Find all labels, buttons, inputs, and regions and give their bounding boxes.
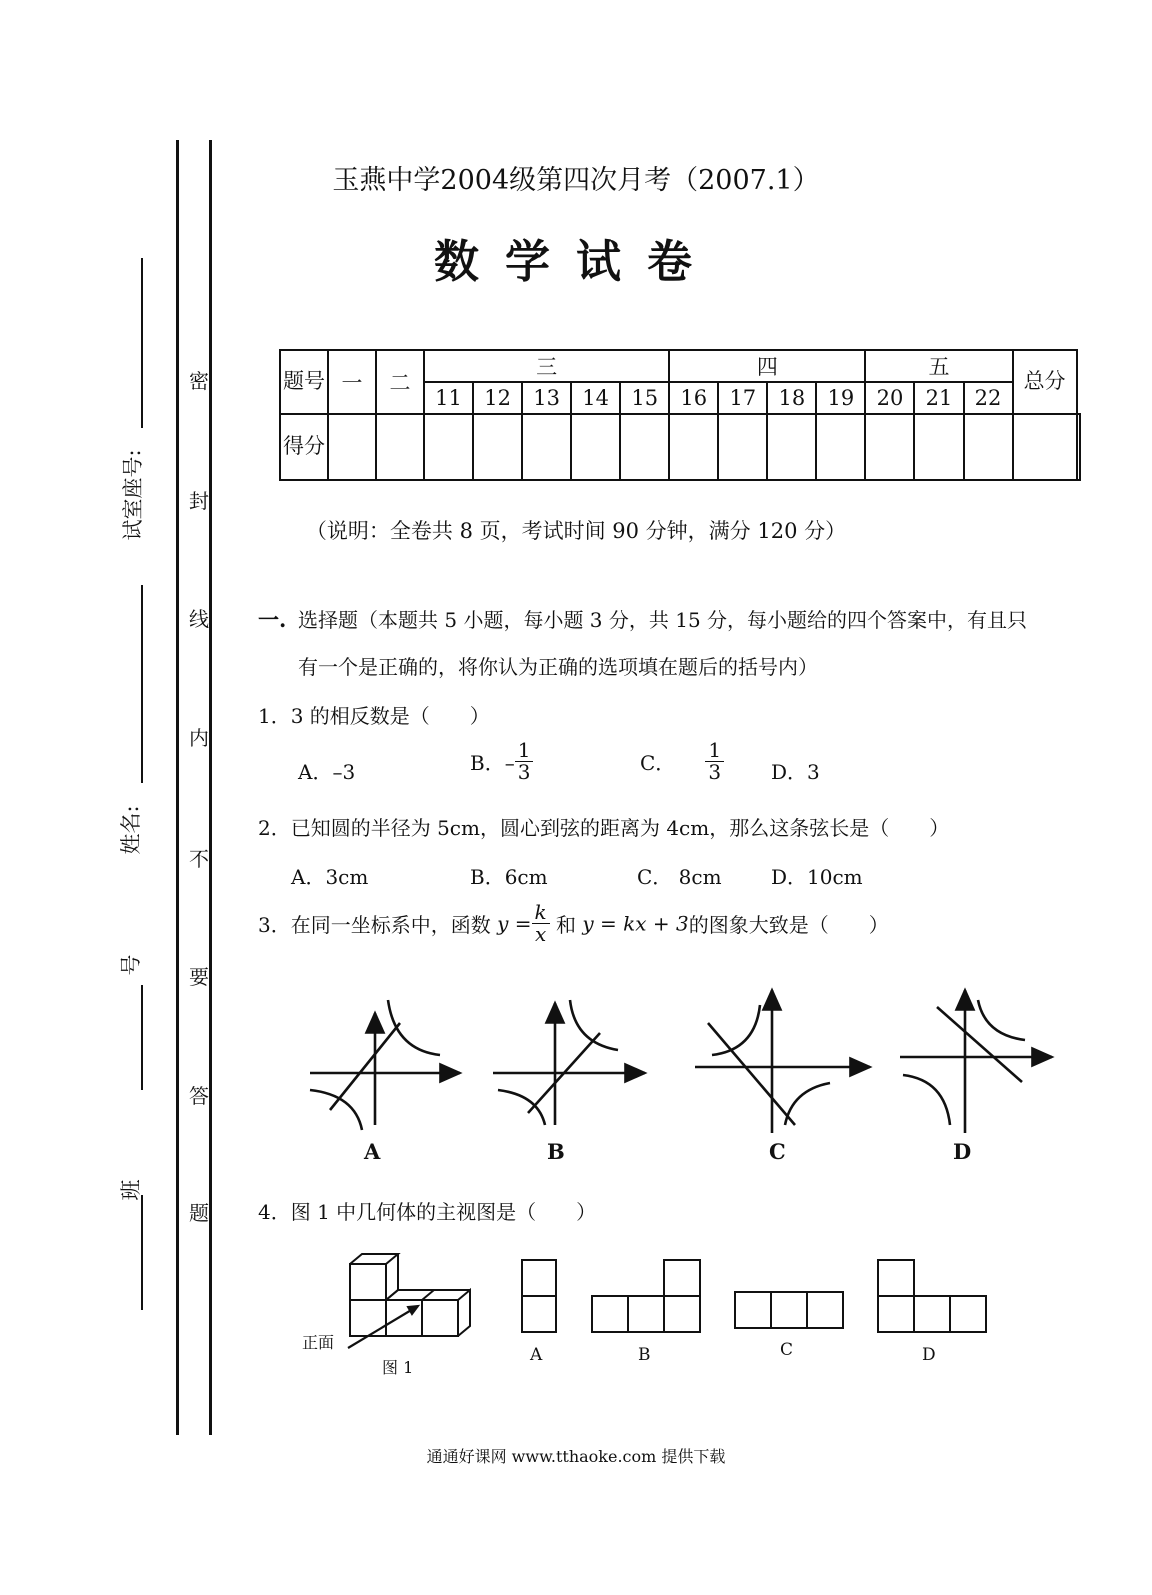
total-header: 总分: [1013, 350, 1077, 414]
qnum-cell: 13: [522, 382, 571, 414]
qnum-cell: 18: [767, 382, 816, 414]
q2-option-c[interactable]: C． 8cm: [637, 865, 722, 889]
q1-option-b[interactable]: [470, 740, 533, 783]
qnum-cell: 21: [914, 382, 963, 414]
exam-note: （说明：全卷共 8 页，考试时间 90 分钟，满分 120 分）: [305, 519, 847, 543]
score-cell[interactable]: [1077, 414, 1080, 480]
q3-graphs: [300, 985, 1070, 1135]
score-cell[interactable]: [571, 414, 620, 480]
q3-y-eq: y =: [497, 911, 532, 936]
option-b-view: [592, 1260, 700, 1332]
score-cell[interactable]: [964, 414, 1013, 480]
seal-char-1: 密: [189, 369, 209, 393]
q4-option-a[interactable]: A: [530, 1345, 543, 1365]
option-c-view: [735, 1292, 843, 1328]
section1-heading-cont: 有一个是正确的，将你认为正确的选项填在题后的括号内）: [298, 655, 818, 679]
q4-option-d[interactable]: D: [922, 1345, 936, 1365]
score-cell[interactable]: [522, 414, 571, 480]
q3-stem: [258, 902, 889, 945]
qnum-cell: 11: [424, 382, 473, 414]
seal-char-3: 线: [189, 607, 209, 631]
section1-number: 一.: [258, 607, 287, 632]
footer-source: 通通好课网 www.tthaoke.com 提供下载: [426, 1447, 726, 1466]
row-label-question: 题号: [280, 350, 328, 414]
q2-stem: 2．已知圆的半径为 5cm，圆心到弦的距离为 4cm，那么这条弦长是（ ）: [258, 816, 950, 840]
section-three-header: 三: [424, 350, 669, 382]
q1-option-b-prefix: B．–: [470, 751, 515, 775]
seal-char-5: 不: [189, 847, 209, 871]
section1-heading: 选择题（本题共 5 小题，每小题 3 分，共 15 分，每小题给的四个答案中，有且只: [298, 608, 1028, 632]
score-cell[interactable]: [328, 414, 376, 480]
number-label: 号: [119, 954, 143, 976]
section-two-header: 二: [376, 350, 424, 414]
figure1-solid: [350, 1254, 470, 1336]
qnum-cell: 22: [964, 382, 1013, 414]
class-blank[interactable]: [141, 1195, 143, 1310]
q2-option-d[interactable]: D．10cm: [771, 865, 863, 889]
score-cell[interactable]: [865, 414, 914, 480]
qnum-cell: 20: [865, 382, 914, 414]
exam-title: 数学试卷: [433, 235, 718, 288]
number-blank[interactable]: [141, 985, 143, 1090]
q3-stem-b: 和: [556, 913, 576, 937]
q1-b-num: 1: [515, 740, 534, 762]
graph-b-label: B: [547, 1139, 565, 1164]
q4-stem: 4．图 1 中几何体的主视图是（ ）: [258, 1200, 597, 1224]
q4-option-c[interactable]: C: [780, 1340, 794, 1360]
name-label: 姓名:: [119, 805, 143, 855]
q2-option-a[interactable]: A．3cm: [291, 865, 369, 889]
score-cell[interactable]: [424, 414, 473, 480]
option-d-view: [878, 1260, 986, 1332]
score-cell[interactable]: [1013, 414, 1077, 480]
graph-d: [900, 990, 1052, 1133]
seal-char-6: 要: [189, 965, 209, 989]
seal-char-2: 封: [189, 489, 209, 513]
qnum-cell: 14: [571, 382, 620, 414]
section-five-header: 五: [865, 350, 1012, 382]
score-table: [279, 349, 1081, 481]
binding-line-left: [176, 140, 179, 1435]
seat-label: 试室座号:: [121, 449, 145, 541]
score-cell[interactable]: [767, 414, 816, 480]
class-label: 班: [119, 1179, 143, 1201]
graph-b: [493, 1000, 645, 1125]
q1-option-c[interactable]: [640, 740, 724, 783]
seal-char-8: 题: [189, 1201, 209, 1225]
score-cell[interactable]: [914, 414, 963, 480]
score-cell[interactable]: [620, 414, 669, 480]
q1-b-fraction: [515, 740, 534, 783]
qnum-cell: 15: [620, 382, 669, 414]
graph-a: [310, 1000, 460, 1130]
q2-option-b[interactable]: B．6cm: [470, 865, 548, 889]
qnum-cell: 12: [473, 382, 522, 414]
q1-option-a[interactable]: A．–3: [298, 760, 356, 784]
q1-option-d[interactable]: D．3: [771, 760, 820, 784]
graph-a-label: A: [364, 1139, 381, 1164]
graph-c: [695, 990, 870, 1133]
score-cell[interactable]: [473, 414, 522, 480]
qnum-cell: 17: [718, 382, 767, 414]
q1-c-den: 3: [708, 760, 722, 784]
q3-fraction: [532, 902, 550, 945]
q1-option-c-prefix: C．: [640, 751, 676, 775]
graph-c-label: C: [769, 1139, 786, 1164]
q1-c-fraction: [705, 740, 724, 783]
seal-char-4: 内: [189, 726, 209, 750]
graph-d-label: D: [953, 1139, 972, 1164]
seal-char-7: 答: [189, 1084, 209, 1108]
section-one-header: 一: [328, 350, 376, 414]
q4-front-label: 正面: [302, 1333, 335, 1352]
score-cell[interactable]: [376, 414, 424, 480]
qnum-cell: 16: [669, 382, 718, 414]
name-blank[interactable]: [141, 585, 143, 783]
binding-line-right: [209, 140, 212, 1435]
q4-option-b[interactable]: B: [638, 1345, 651, 1365]
qnum-cell: 19: [816, 382, 865, 414]
q3-stem-a: 3．在同一坐标系中，函数: [258, 913, 491, 937]
q1-c-num: 1: [705, 740, 724, 762]
q3-stem-c: 的图象大致是（ ）: [688, 913, 889, 937]
q3-linear: y = kx + 3: [582, 911, 689, 936]
q3-x: x: [534, 922, 547, 946]
score-cell[interactable]: [669, 414, 718, 480]
score-cell[interactable]: [816, 414, 865, 480]
score-cell[interactable]: [718, 414, 767, 480]
q3-k: k: [532, 902, 550, 924]
section-four-header: 四: [669, 350, 865, 382]
option-a-view: [522, 1260, 556, 1332]
exam-subtitle: 玉燕中学2004级第四次月考（2007.1）: [332, 165, 820, 196]
q1-stem: 1．3 的相反数是（ ）: [258, 704, 490, 728]
q1-b-den: 3: [517, 760, 531, 784]
q4-figure-label: 图 1: [382, 1358, 414, 1377]
row-label-score: 得分: [280, 414, 328, 480]
